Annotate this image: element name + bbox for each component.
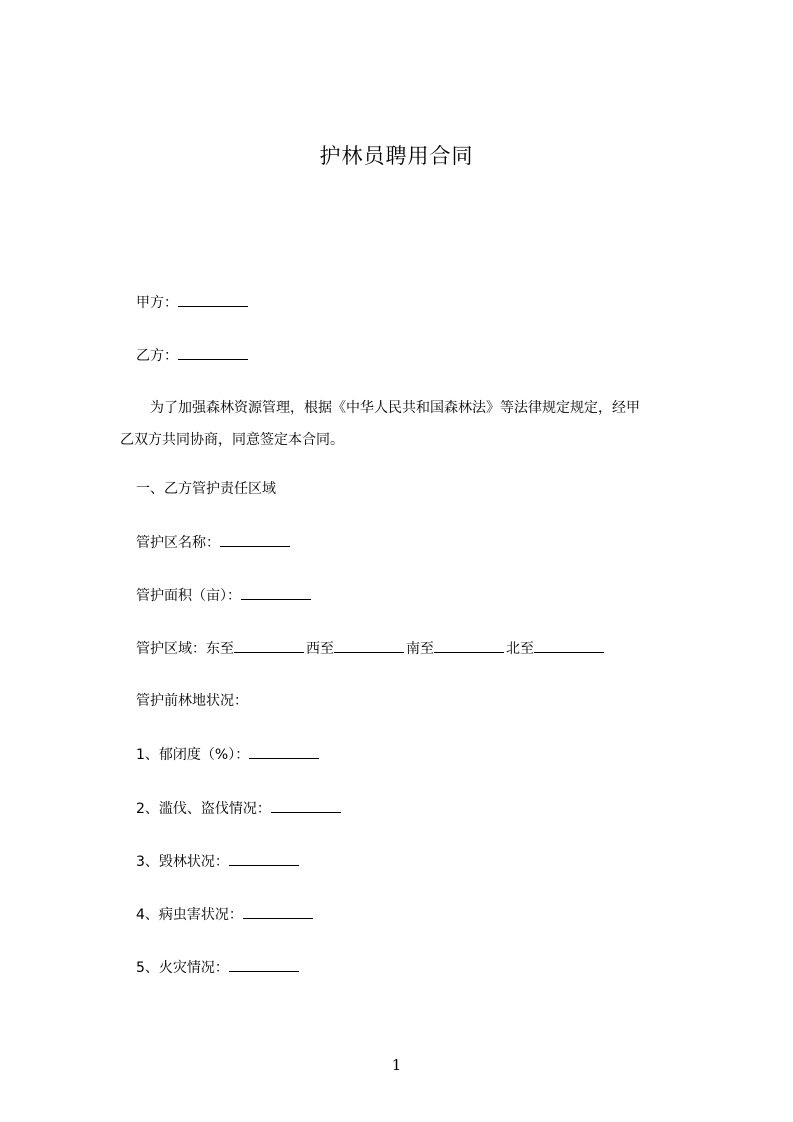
area-size-line (136, 585, 313, 606)
east-blank[interactable] (234, 638, 304, 653)
item-5-label: 5、火灾情况： (136, 960, 229, 976)
item-5-blank[interactable] (229, 957, 299, 972)
item-2-line (136, 798, 343, 819)
party-b-label: 乙方： (136, 348, 178, 364)
item-2-blank[interactable] (271, 798, 341, 813)
intro-paragraph (120, 392, 720, 456)
item-3-blank[interactable] (229, 851, 299, 866)
item-5-line (136, 957, 301, 978)
intro-line-2: 乙双方共同协商，同意签定本合同。 (120, 432, 344, 448)
item-1-label: 1、郁闭度（%）： (136, 747, 250, 763)
area-name-blank[interactable] (220, 532, 290, 547)
area-name-line (136, 532, 292, 553)
item-2-label: 2、滥伐、盗伐情况： (136, 801, 271, 817)
party-b-line (136, 345, 250, 366)
south-blank[interactable] (434, 638, 504, 653)
item-4-label: 4、病虫害状况： (136, 907, 243, 923)
item-3-line (136, 851, 301, 872)
area-name-label: 管护区名称： (136, 535, 220, 551)
area-bounds-line (136, 638, 606, 659)
north-blank[interactable] (534, 638, 604, 653)
east-label: 管护区域：东至 (136, 641, 234, 657)
south-label: 南至 (406, 641, 434, 657)
item-1-line (136, 744, 321, 765)
intro-line-1: 为了加强森林资源管理，根据《中华人民共和国森林法》等法律规定规定，经甲 (150, 400, 640, 416)
west-blank[interactable] (334, 638, 404, 653)
west-label: 西至 (306, 641, 334, 657)
forest-status-heading: 管护前林地状况： (136, 693, 248, 709)
party-b-blank[interactable] (178, 345, 248, 360)
item-1-blank[interactable] (249, 744, 319, 759)
north-label: 北至 (506, 641, 534, 657)
document-title: 护林员聘用合同 (319, 144, 474, 168)
item-4-line (136, 904, 315, 925)
party-a-line (136, 292, 250, 313)
party-a-label: 甲方： (136, 295, 178, 311)
item-3-label: 3、毁林状况： (136, 854, 229, 870)
area-size-label: 管护面积（亩）： (136, 588, 241, 604)
party-a-blank[interactable] (178, 292, 248, 307)
item-4-blank[interactable] (243, 904, 313, 919)
page-number: 1 (391, 1056, 402, 1074)
section-1-heading: 一、乙方管护责任区域 (136, 481, 276, 497)
area-size-blank[interactable] (241, 585, 311, 600)
